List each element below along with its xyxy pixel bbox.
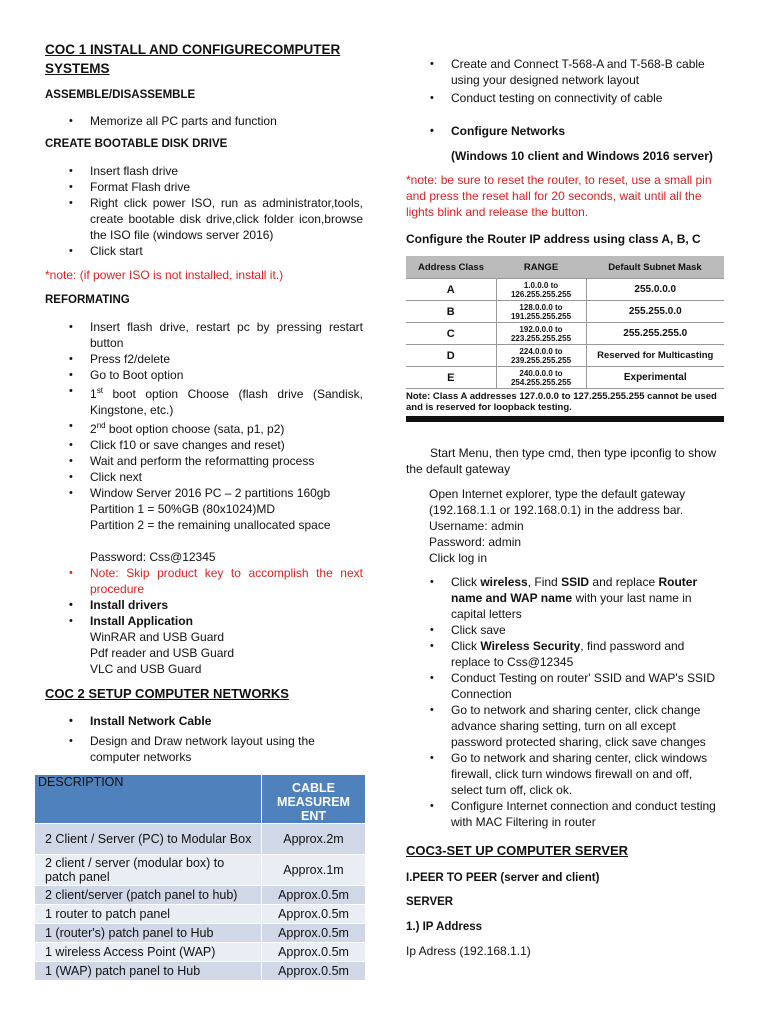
table-row: E 240.0.0.0 to 254.255.255.255 Experimental [406, 367, 724, 389]
col-description: DESCRIPTION [35, 775, 262, 824]
skip-note: • Note: Skip product key to accomplish the next procedure [45, 565, 363, 597]
server-heading: SERVER [406, 896, 454, 908]
list-item: • Format Flash drive [45, 179, 363, 195]
table-row: 2 client / server (modular box) to patch panel Approx.1m [35, 855, 366, 886]
configure-networks-list [406, 123, 724, 139]
router-table-note: Note: Class A addresses 127.0.0.0 to 127.255.255.255 cannot be used and is reserved for loopback testing. [406, 391, 717, 413]
table-row: 1 (router's) patch panel to Hub Approx.0.5m [35, 924, 366, 943]
reformat-heading: REFORMATING [45, 294, 130, 306]
list-item: • Design and Draw network layout using the computer networks [45, 733, 363, 765]
list-item: • Go to network and sharing center, click windows firewall, click turn windows firewall on and off, select turn off, click ok. [406, 750, 724, 798]
table-row: 1 (WAP) patch panel to Hub Approx.0.5m [35, 962, 366, 981]
table-row: D 224.0.0.0 to 239.255.255.255 Reserved for Multicasting [406, 345, 724, 367]
list-item: • Install drivers [45, 597, 363, 613]
router-heading: Configure the Router IP address using class A, B, C [406, 232, 701, 246]
start-menu-text: Start Menu, then type cmd, then type ipconfig to show the default gateway [406, 446, 717, 476]
list-item: • Configure Networks [406, 123, 724, 139]
list-item: • Conduct testing on connectivity of cable [406, 90, 724, 106]
list-item: • Insert flash drive [45, 163, 363, 179]
cable-steps-list [406, 56, 724, 106]
router-steps-list [406, 574, 724, 830]
reset-note: *note: be sure to reset the router, to reset, use a small pin and press the reset hall for 20 seconds, wait until all the lights blink and release the button. [406, 173, 712, 219]
assemble-list [45, 113, 363, 129]
list-item: • Memorize all PC parts and function [45, 113, 363, 129]
list-item: • Click start [45, 243, 363, 259]
coc2-title: COC 2 SETUP COMPUTER NETWORKS [45, 686, 289, 701]
table-row: A 1.0.0.0 to 126.255.255.255 255.0.0.0 [406, 279, 724, 301]
list-item: • Install Application WinRAR and USB Guard Pdf reader and USB Guard VLC and USB Guard [45, 613, 363, 677]
list-item: • Click f10 or save changes and reset) [45, 437, 363, 453]
cable-table [34, 774, 366, 981]
list-item: • Go to network and sharing center, click change advance sharing setting, turn on all except password protected sharing, click save changes [406, 702, 724, 750]
router-ip-table [406, 256, 724, 422]
list-item: • Go to Boot option [45, 367, 363, 383]
list-item: • Click wireless, Find SSID and replace Router name and WAP name with your last name in capital letters [406, 574, 724, 622]
assemble-heading: ASSEMBLE/DISASSEMBLE [45, 89, 196, 101]
list-item: • 2nd boot option choose (sata, p1, p2) [45, 418, 363, 437]
list-item: • 1st boot option Choose (flash drive (Sandisk, Kingstone, etc.) [45, 383, 363, 418]
router-table-header: Address Class RANGE Default Subnet Mask [406, 256, 724, 279]
list-item: • Click save [406, 622, 724, 638]
peer-heading: I.PEER TO PEER (server and client) [406, 872, 600, 884]
table-row: B 128.0.0.0 to 191.255.255.255 255.255.0.0 [406, 301, 724, 323]
reformat-list [45, 319, 363, 677]
list-item: • Window Server 2016 PC – 2 partitions 160gb Partition 1 = 50%GB (80x1024)MD Partition 2 = the remaining unallocated space Password: Css@12345 [45, 485, 363, 565]
list-item: • Click Wireless Security, find password and replace to Css@12345 [406, 638, 724, 670]
list-item: • Wait and perform the reformatting process [45, 453, 363, 469]
table-row: 1 router to patch panel Approx.0.5m [35, 905, 366, 924]
coc2-list [45, 713, 363, 765]
table-row: 1 wireless Access Point (WAP) Approx.0.5m [35, 943, 366, 962]
bootable-heading: CREATE BOOTABLE DISK DRIVE [45, 138, 228, 150]
table-row: 2 Client / Server (PC) to Modular Box Approx.2m [35, 824, 366, 855]
list-item: • Press f2/delete [45, 351, 363, 367]
list-item: • Right click power ISO, run as administrator,tools, create bootable disk drive,click folder icon,browse the ISO file (windows server 2016) [45, 195, 363, 243]
list-item: • Install Network Cable [45, 713, 363, 729]
ip-heading: 1.) IP Address [406, 921, 483, 933]
bootable-list [45, 163, 363, 259]
coc1-title: COC 1 INSTALL AND CONFIGURECOMPUTER SYSTEMS [45, 42, 341, 76]
list-item: • Click next [45, 469, 363, 485]
list-item: • Configure Internet connection and conduct testing with MAC Filtering in router [406, 798, 724, 830]
list-item: • Conduct Testing on router' SSID and WAP's SSID Connection [406, 670, 724, 702]
list-item: • Insert flash drive, restart pc by pressing restart button [45, 319, 363, 351]
open-ie-block: Open Internet explorer, type the default gateway (192.168.1.1 or 192.168.0.1) in the address bar. Username: admin Password: admin Click log in [429, 487, 686, 565]
windows-line: (Windows 10 client and Windows 2016 server) [451, 149, 713, 163]
col-cable-measurement: CABLE MEASUREM ENT [262, 775, 366, 824]
table-row: 2 client/server (patch panel to hub) Approx.0.5m [35, 886, 366, 905]
bootable-note: *note: (if power ISO is not installed, install it.) [45, 268, 284, 282]
list-item: • Create and Connect T-568-A and T-568-B cable using your designed network layout [406, 56, 724, 88]
coc3-title: COC3-SET UP COMPUTER SERVER [406, 843, 629, 858]
ip-address-text: Ip Adress (192.168.1.1) [406, 944, 531, 958]
table-row: C 192.0.0.0 to 223.255.255.255 255.255.255.0 [406, 323, 724, 345]
